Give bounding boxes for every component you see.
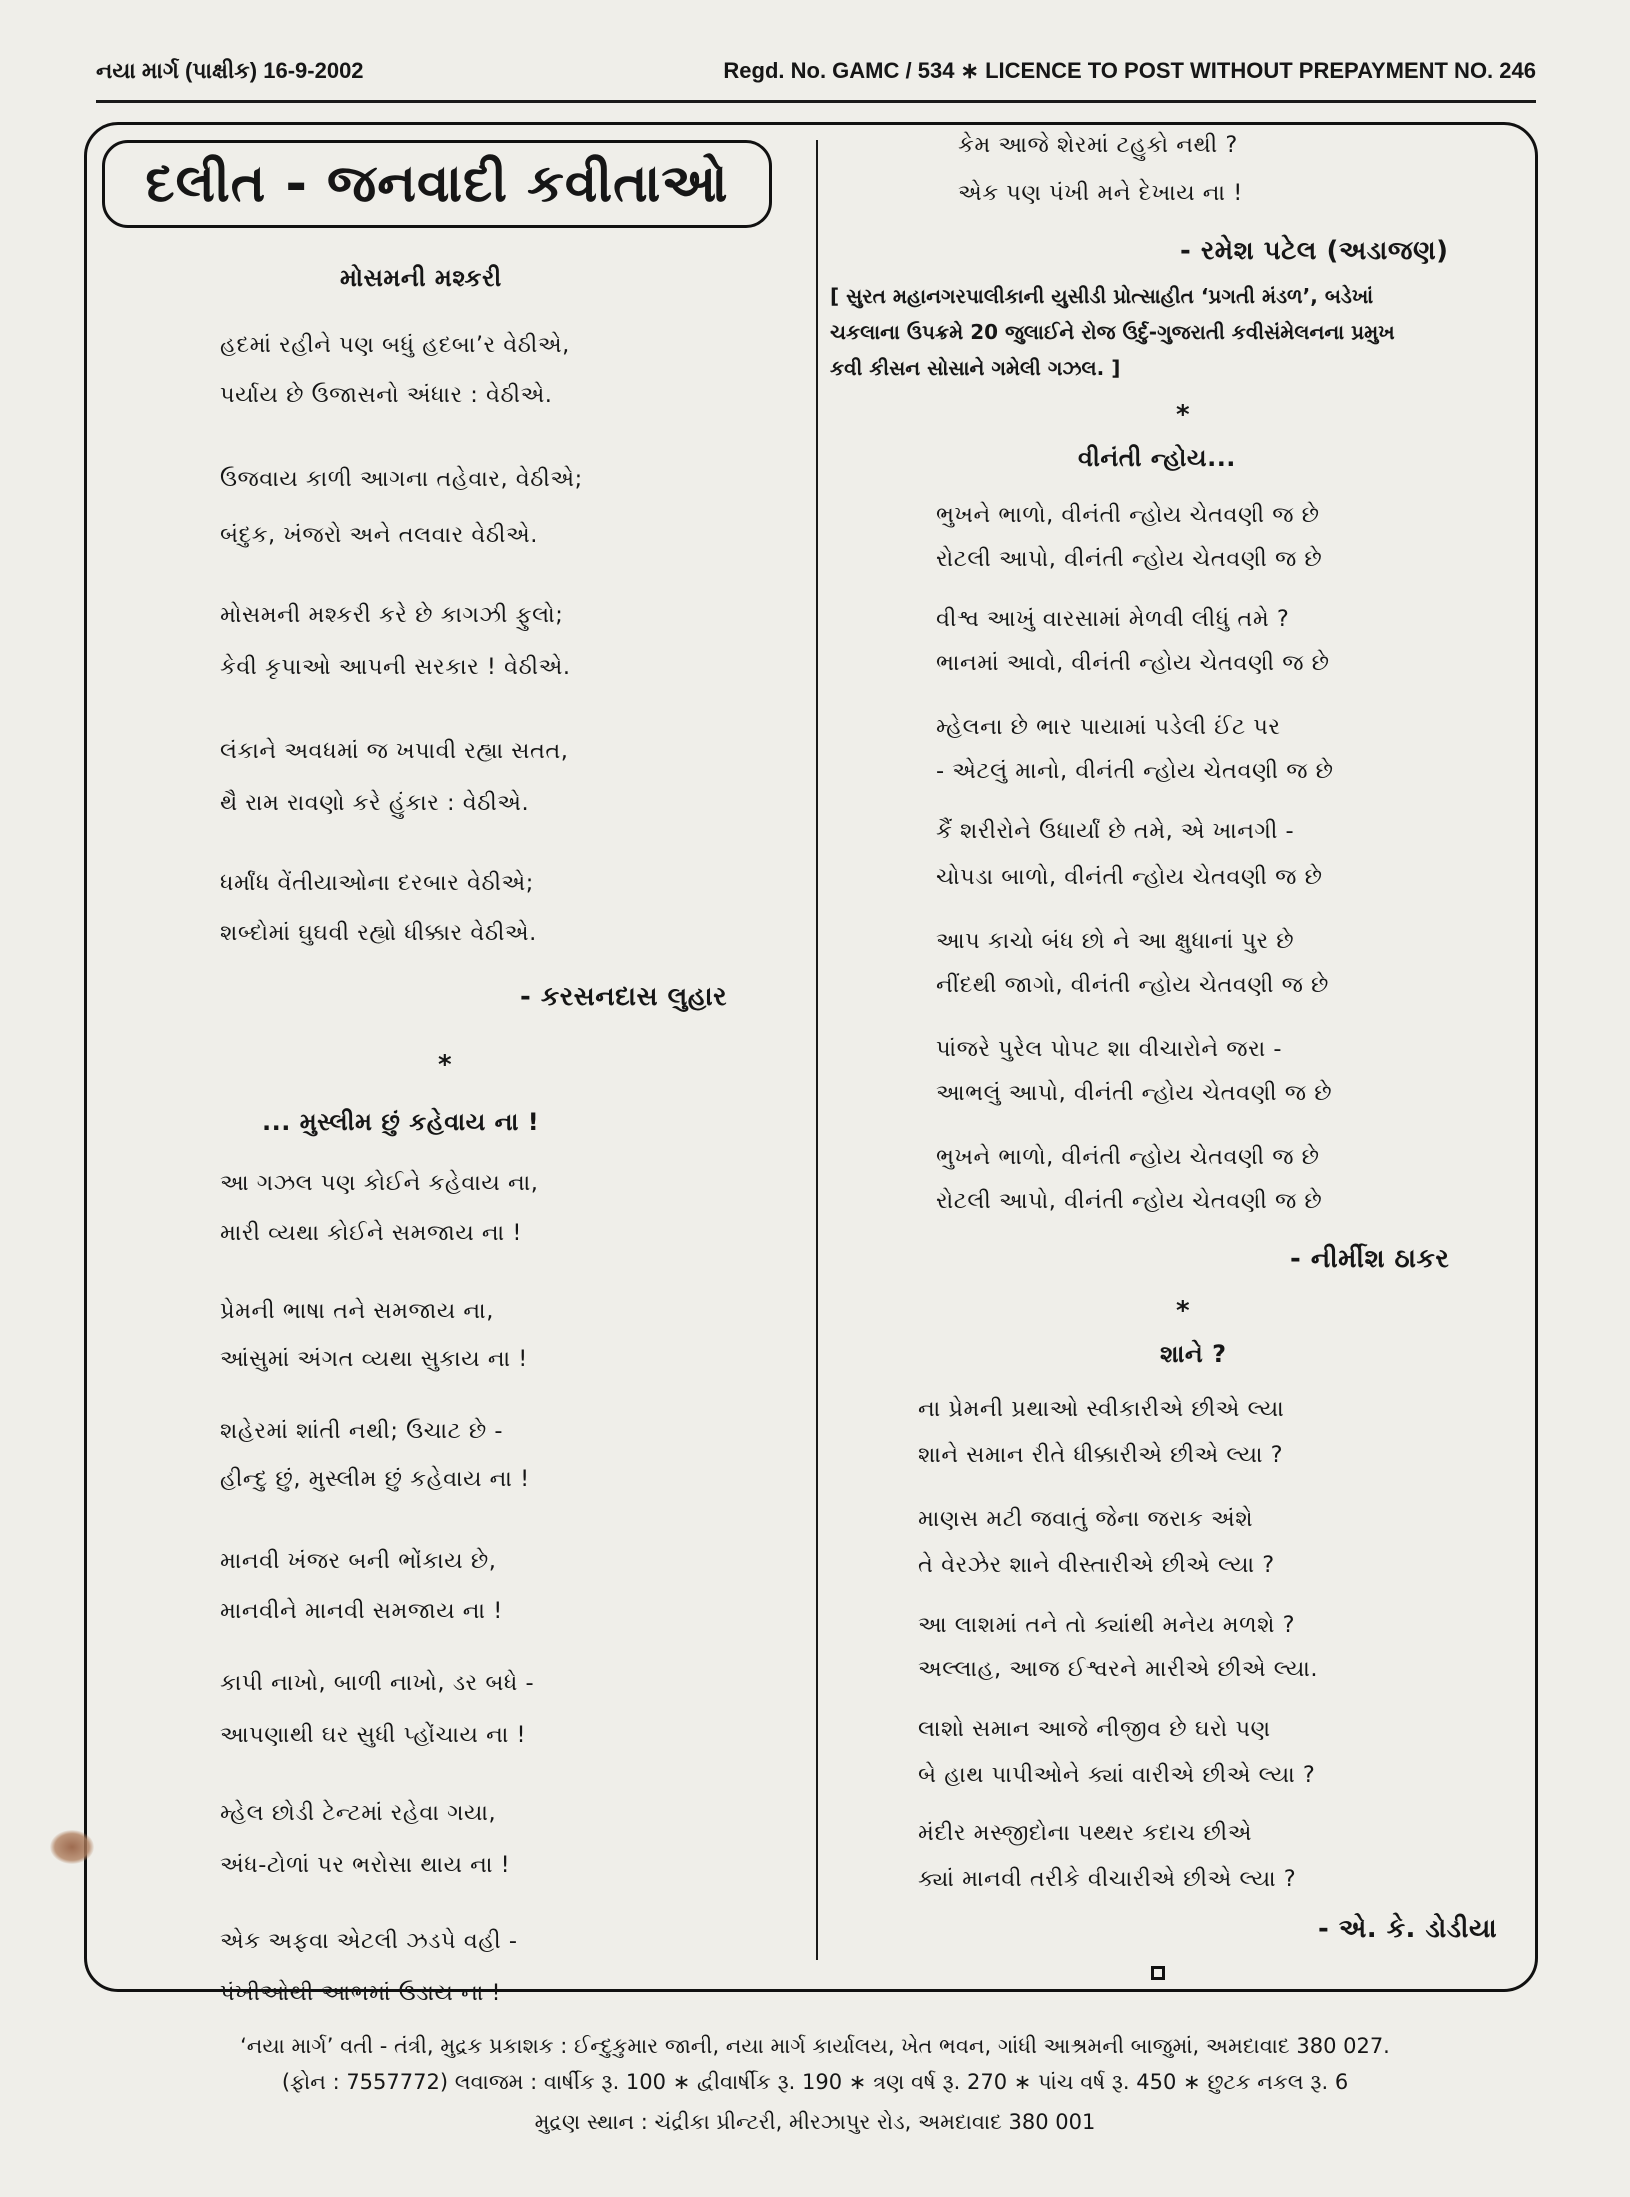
- poem2-author: - રમેશ પટેલ (અડાજણ): [1180, 236, 1449, 266]
- poem-line: કૈં શરીરોને ઉધાર્યાં છે તમે, એ ખાનગી -: [936, 818, 1295, 844]
- poem-line: ભુખને ભાળો, વીનંતી ન્હોય ચેતવણી જ છે: [936, 1144, 1320, 1170]
- note-line: કવી કીસન સોસાને ગમેલી ગઝલ. ]: [830, 356, 1121, 380]
- poem-line: નીંદથી જાગો, વીનંતી ન્હોય ચેતવણી જ છે: [936, 972, 1329, 998]
- poem-line: હદમાં રહીને પણ બધું હદબા’ર વેઠીએ,: [220, 332, 570, 358]
- poem2-title: ... મુસ્લીમ છું કહેવાય ના !: [262, 1108, 540, 1136]
- poem-line: અલ્લાહ, આજ ઈશ્વરને મારીએ છીએ લ્યા.: [918, 1656, 1319, 1682]
- poem-line: આભલું આપો, વીનંતી ન્હોય ચેતવણી જ છે: [936, 1080, 1333, 1106]
- poem-line: શબ્દોમાં ઘુઘવી રહ્યો ધીક્કાર વેઠીએ.: [220, 920, 537, 946]
- poem-line: મોસમની મશ્કરી કરે છે કાગઝી ફુલો;: [220, 602, 564, 628]
- registration-info: Regd. No. GAMC / 534 ∗ LICENCE TO POST WITHOUT PREPAYMENT NO. 246: [723, 58, 1536, 83]
- poem4-title: શાને ?: [1160, 1340, 1227, 1368]
- poem-line: ભુખને ભાળો, વીનંતી ન્હોય ચેતવણી જ છે: [936, 502, 1320, 528]
- poem-line: લાશો સમાન આજે નીજીવ છે ઘરો પણ: [918, 1716, 1271, 1742]
- page-header: [96, 54, 1536, 94]
- poem-line: આ ગઝલ પણ કોઈને કહેવાય ના,: [220, 1170, 539, 1196]
- poem-line: આપણાથી ઘર સુધી પ્હોંચાય ના !: [220, 1722, 527, 1748]
- poem-line: વીશ્વ આખું વારસામાં મેળવી લીધું તમે ?: [936, 606, 1290, 632]
- note-line: [ સુરત મહાનગરપાલીકાની યુસીડી પ્રોત્સાહીત ‘પ્રગતી મંડળ’, બડેખાં: [830, 284, 1374, 308]
- poem-line: ના પ્રેમની પ્રથાઓ સ્વીકારીએ છીએ લ્યા: [918, 1396, 1285, 1422]
- poem-line: શહેરમાં શાંતી નથી; ઉચાટ છે -: [220, 1418, 504, 1444]
- star-separator: *: [1176, 400, 1191, 430]
- issue-info: નયા માર્ગ (પાક્ષીક) 16-9-2002: [96, 58, 364, 83]
- column-divider: [816, 140, 818, 1960]
- end-mark: [1151, 1966, 1165, 1980]
- poem-line: આપ કાચો બંધ છો ને આ ક્ષુધાનાં પુર છે: [936, 928, 1295, 954]
- poem-line: શાને સમાન રીતે ધીક્કારીએ છીએ લ્યા ?: [918, 1442, 1284, 1468]
- poem-line: કાપી નાખો, બાળી નાખો, ડર બધે -: [220, 1670, 535, 1696]
- poem-line: આંસુમાં અંગત વ્યથા સુકાય ના !: [220, 1346, 528, 1372]
- poem-line: એક પણ પંખી મને દેખાય ના !: [958, 180, 1243, 206]
- footer-line: (ફોન : 7557772) લવાજમ : વાર્ષીક રૂ. 100 ∗ દ્વીવાર્ષીક રૂ. 190 ∗ ત્રણ વર્ષ રૂ. 270 ∗ પાંચ વર્ષ રૂ. 450 ∗ છુટક નકલ રૂ. 6: [281, 2070, 1349, 2094]
- poem-line: ક્યાં માનવી તરીકે વીચારીએ છીએ લ્યા ?: [918, 1866, 1297, 1892]
- poem-line: માનવીને માનવી સમજાય ના !: [220, 1598, 503, 1624]
- poem-line: કેમ આજે શેરમાં ટહુકો નથી ?: [958, 132, 1238, 158]
- poem-line: મંદીર મસ્જીદોના પથ્થર કદાચ છીએ: [918, 1820, 1252, 1846]
- poem-line: ઉજવાય કાળી આગના તહેવાર, વેઠીએ;: [220, 466, 583, 492]
- star-separator: *: [438, 1050, 453, 1080]
- footer-line: ‘નયા માર્ગ’ વતી - તંત્રી, મુદ્રક પ્રકાશક : ઈન્દુકુમાર જાની, નયા માર્ગ કાર્યાલય, ખેત ભવન, ગાંધી આશ્રમની બાજુમાં, અમદાવાદ 380 027.: [240, 2034, 1390, 2058]
- paper-stain: [50, 1830, 94, 1864]
- poem-line: માણસ મટી જવાતું જેના જરાક અંશે: [918, 1506, 1254, 1532]
- poem-line: પંખીઓથી આભમાં ઉડાય ના !: [220, 1980, 502, 2006]
- poem-line: બે હાથ પાપીઓને ક્યાં વારીએ છીએ લ્યા ?: [918, 1762, 1316, 1788]
- poem-line: માનવી ખંજર બની ભોંકાય છે,: [220, 1548, 497, 1574]
- poem-line: પર્યાય છે ઉજાસનો અંધાર : વેઠીએ.: [220, 382, 553, 408]
- poem-line: બંદુક, ખંજરો અને તલવાર વેઠીએ.: [220, 522, 538, 548]
- poem-line: ચોપડા બાળો, વીનંતી ન્હોય ચેતવણી જ છે: [936, 864, 1323, 890]
- poem-line: પ્રેમની ભાષા તને સમજાય ના,: [220, 1298, 494, 1324]
- poem-line: મારી વ્યથા કોઈને સમજાય ના !: [220, 1220, 522, 1246]
- poem-line: અંધ-ટોળાં પર ભરોસા થાય ના !: [220, 1852, 511, 1878]
- poem-line: ધર્માંધ વેંતીયાઓના દરબાર વેઠીએ;: [220, 870, 534, 896]
- poem-line: રોટલી આપો, વીનંતી ન્હોય ચેતવણી જ છે: [936, 546, 1323, 572]
- poem-line: લંકાને અવધમાં જ ખપાવી રહ્યા સતત,: [220, 738, 569, 764]
- footer-line: મુદ્રણ સ્થાન : ચંદ્રીકા પ્રીન્ટરી, મીરઝાપુર રોડ, અમદાવાદ 380 001: [534, 2110, 1096, 2134]
- poem-line: હીન્દુ છું, મુસ્લીમ છું કહેવાય ના !: [220, 1466, 530, 1492]
- poem-line: પાંજરે પુરેલ પોપટ શા વીચારોને જરા -: [936, 1036, 1283, 1062]
- poem-line: થૈ રામ રાવણો કરે હુંકાર : વેઠીએ.: [220, 790, 530, 816]
- poem-line: મ્હેલના છે ભાર પાયામાં પડેલી ઈંટ પર: [936, 714, 1281, 740]
- star-separator: *: [1176, 1296, 1191, 1326]
- poem-line: મ્હેલ છોડી ટેન્ટમાં રહેવા ગયા,: [220, 1800, 497, 1826]
- note-line: ચકલાના ઉપક્રમે 20 જુલાઈને રોજ ઉર્દુ-ગુજરાતી કવીસંમેલનના પ્રમુખ: [830, 320, 1395, 344]
- poem1-title: મોસમની મશ્કરી: [340, 264, 502, 292]
- poem-line: - એટલું માનો, વીનંતી ન્હોય ચેતવણી જ છે: [936, 758, 1334, 784]
- poem-line: તે વેરઝેર શાને વીસ્તારીએ છીએ લ્યા ?: [918, 1552, 1275, 1578]
- poem1-author: - કરસનદાસ લુહાર: [520, 982, 728, 1012]
- header-rule: [96, 100, 1536, 103]
- poem-line: કેવી કૃપાઓ આપની સરકાર ! વેઠીએ.: [220, 654, 571, 680]
- poem3-title: વીનંતી ન્હોય...: [1078, 444, 1236, 472]
- poem3-author: - નીર્મીશ ઠાકર: [1290, 1244, 1450, 1274]
- poem-line: આ લાશમાં તને તો ક્યાંથી મનેય મળશે ?: [918, 1612, 1296, 1638]
- poem-line: ભાનમાં આવો, વીનંતી ન્હોય ચેતવણી જ છે: [936, 650, 1330, 676]
- poem-line: રોટલી આપો, વીનંતી ન્હોય ચેતવણી જ છે: [936, 1188, 1323, 1214]
- page-title: દલીત - જનવાદી કવીતાઓ: [102, 140, 772, 228]
- poem-line: એક અફવા એટલી ઝડપે વહી -: [220, 1928, 518, 1954]
- poem4-author: - એ. કે. ડોડીયા: [1318, 1914, 1498, 1944]
